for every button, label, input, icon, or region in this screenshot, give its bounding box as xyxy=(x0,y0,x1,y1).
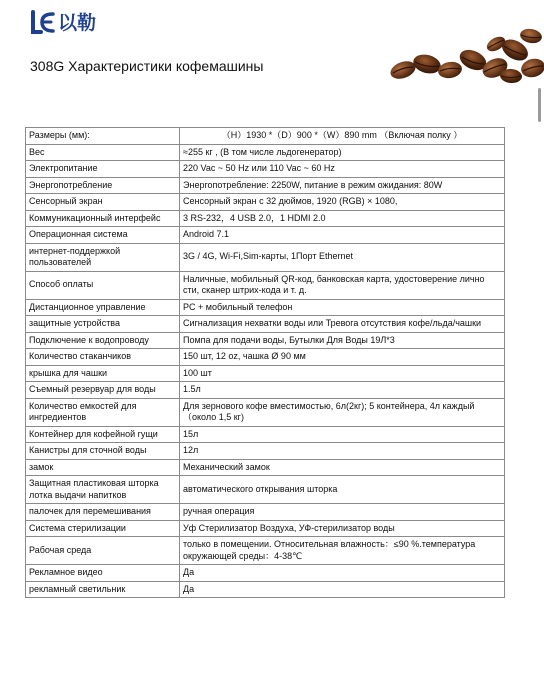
spec-value: 12л xyxy=(180,443,505,460)
spec-key: Канистры для сточной воды xyxy=(26,443,180,460)
spec-value: Да xyxy=(180,565,505,582)
spec-key: Подключение к водопроводу xyxy=(26,332,180,349)
table-row xyxy=(26,349,505,366)
spec-key: Количество стаканчиков xyxy=(26,349,180,366)
table-row xyxy=(26,426,505,443)
spec-key: Способ оплаты xyxy=(26,271,180,299)
spec-value: Android 7.1 xyxy=(180,227,505,244)
spec-value: 150 шт, 12 oz, чашка Ø 90 мм xyxy=(180,349,505,366)
spec-key: Энергопотребление xyxy=(26,177,180,194)
spec-value: Сенсорный экран с 32 дюймов, 1920 (RGB) × 1080, xyxy=(180,194,505,211)
spec-value: Механический замок xyxy=(180,459,505,476)
spec-key: Защитная пластиковая шторка лотка выдачи напитков xyxy=(26,476,180,504)
specs-table xyxy=(25,127,505,598)
table-row xyxy=(26,332,505,349)
spec-key: Размеры (мм): xyxy=(26,128,180,145)
page-title: 308G Характеристики кофемашины xyxy=(30,58,264,74)
spec-key: Количество емкостей для ингредиентов xyxy=(26,398,180,426)
table-row xyxy=(26,299,505,316)
table-row xyxy=(26,537,505,565)
table-row xyxy=(26,520,505,537)
table-row xyxy=(26,398,505,426)
spec-value: 1.5л xyxy=(180,382,505,399)
logo-mark-icon xyxy=(30,9,56,35)
spec-value: только в помещении. Относительная влажность：≤90 %.температура окружающей среды：4-38℃ xyxy=(180,537,505,565)
spec-value: Уф Стерилизатор Воздуха, УФ-стерилизатор воды xyxy=(180,520,505,537)
spec-key: защитные устройства xyxy=(26,316,180,333)
spec-key: Операционная система xyxy=(26,227,180,244)
logo-cn-text: 以勒 xyxy=(58,12,97,34)
spec-key: замок xyxy=(26,459,180,476)
table-row xyxy=(26,382,505,399)
table-row xyxy=(26,177,505,194)
table-row xyxy=(26,565,505,582)
spec-value: Энергопотребление: 2250W, питание в режим ожидания: 80W xyxy=(180,177,505,194)
spec-key: Съемный резервуар для воды xyxy=(26,382,180,399)
spec-value: ручная операция xyxy=(180,504,505,521)
spec-key: Электропитание xyxy=(26,161,180,178)
spec-value: 3 RS-232，4 USB 2.0，1 HDMI 2.0 xyxy=(180,210,505,227)
table-row xyxy=(26,316,505,333)
spec-value: ≈255 кг , (В том числе льдогенератор) xyxy=(180,144,505,161)
table-row xyxy=(26,161,505,178)
spec-key: Дистанционное управление xyxy=(26,299,180,316)
spec-key: Вес xyxy=(26,144,180,161)
spec-key: крышка для чашки xyxy=(26,365,180,382)
spec-key: рекламный светильник xyxy=(26,581,180,598)
table-row xyxy=(26,144,505,161)
spec-value: Помпа для подачи воды, Бутылки Для Воды 19Л*3 xyxy=(180,332,505,349)
spec-key: Коммуникационный интерфейс xyxy=(26,210,180,227)
table-row xyxy=(26,227,505,244)
table-row xyxy=(26,243,505,271)
spec-value: Наличные, мобильный QR-код, банковская карта, удостоверение лично сти, сканер штрих-кода и т. д. xyxy=(180,271,505,299)
table-row xyxy=(26,476,505,504)
table-row xyxy=(26,128,505,145)
table-row xyxy=(26,504,505,521)
spec-key: интернет-поддержкой пользователей xyxy=(26,243,180,271)
brand-logo xyxy=(30,8,96,35)
spec-key: палочек для перемешивания xyxy=(26,504,180,521)
table-row xyxy=(26,271,505,299)
spec-value: автоматического открывания шторка xyxy=(180,476,505,504)
spec-key: Рабочая среда xyxy=(26,537,180,565)
spec-value: 220 Vac ~ 50 Hz или 110 Vac ~ 60 Hz xyxy=(180,161,505,178)
spec-value: 3G / 4G, Wi-Fi,Sim-карты, 1Порт Ethernet xyxy=(180,243,505,271)
table-row xyxy=(26,459,505,476)
table-row xyxy=(26,194,505,211)
table-row xyxy=(26,210,505,227)
table-row xyxy=(26,365,505,382)
spec-value: Да xyxy=(180,581,505,598)
spec-value: Сигнализация нехватки воды или Тревога отсутствия кофе/льда/чашки xyxy=(180,316,505,333)
spec-key: Сенсорный экран xyxy=(26,194,180,211)
scrollbar[interactable] xyxy=(538,88,541,122)
spec-value: 100 шт xyxy=(180,365,505,382)
spec-value: PC + мобильный телефон xyxy=(180,299,505,316)
table-row xyxy=(26,443,505,460)
table-row xyxy=(26,581,505,598)
spec-value: （H）1930 *（D）900 *（W）890 mm （Включая полку ） xyxy=(180,128,505,145)
spec-value: 15л xyxy=(180,426,505,443)
spec-key: Рекламное видео xyxy=(26,565,180,582)
spec-key: Контейнер для кофейной гущи xyxy=(26,426,180,443)
spec-value: Для зернового кофе вместимостью, 6л(2кг); 5 контейнера, 4л каждый （около 1,5 кг) xyxy=(180,398,505,426)
spec-key: Система стерилизации xyxy=(26,520,180,537)
coffee-beans-image xyxy=(383,24,544,84)
